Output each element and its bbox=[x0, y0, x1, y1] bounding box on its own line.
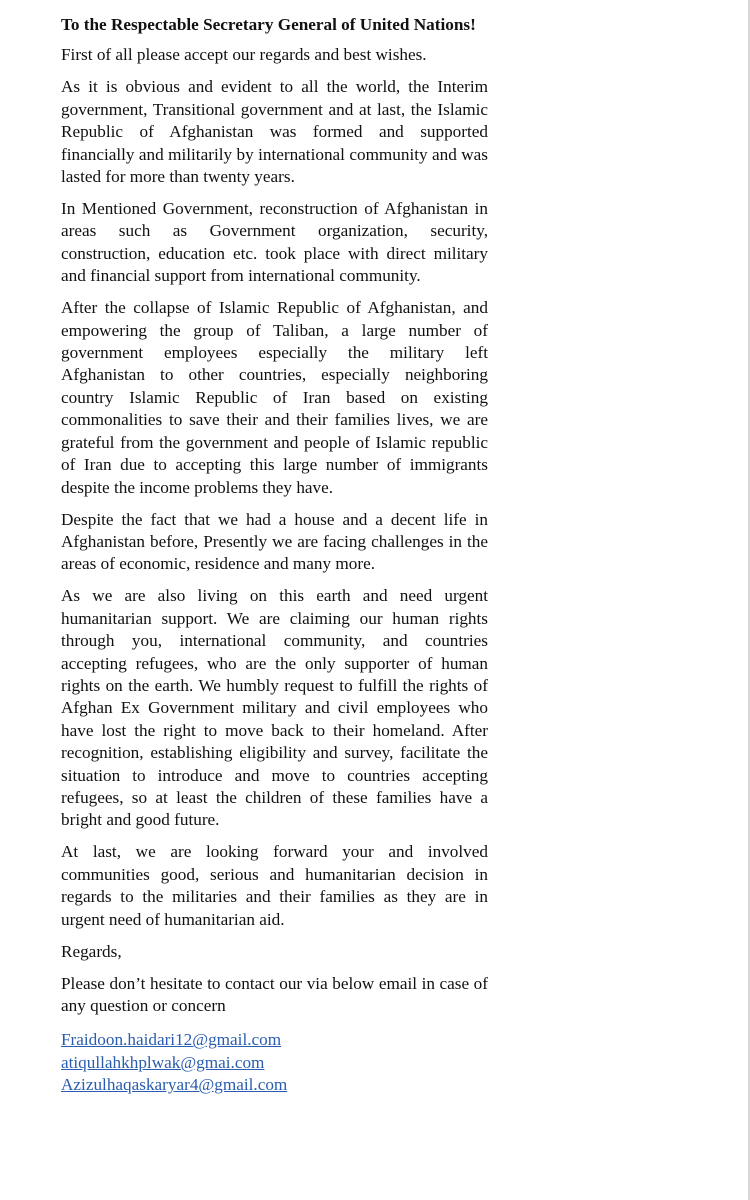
letter-salutation-title: To the Respectable Secretary General of United Nations! bbox=[61, 15, 476, 34]
paragraph-collapse: After the collapse of Islamic Republic of Afghanistan, and empowering the group of Taliban, a large number of government employees especially the military left Afghanistan to other countries, especially neighboring country Islamic Republic of Iran based on existing commonalities to save their and their families lives, we are grateful from the government and people of Islamic republic of Iran due to accepting this large number of immigrants despite the income problems they have. bbox=[61, 298, 488, 497]
paragraph-challenges: Despite the fact that we had a house and a decent life in Afghanistan before, Presently we are facing challenges in the areas of economic, residence and many more. bbox=[61, 509, 488, 574]
email-link-fraidoon[interactable]: Fraidoon.haidari12@gmail.com bbox=[61, 1030, 282, 1050]
paragraph-greeting: First of all please accept our regards and best wishes. bbox=[61, 45, 427, 65]
paragraph-background: As it is obvious and evident to all the world, the Interim government, Transitional government and at last, the Islamic Republic of Afghanistan was formed and supported financially and militarily by international community and was lasted for more than twenty years. bbox=[61, 77, 488, 187]
email-link-atiqullah[interactable]: atiqullahkhplwak@gmai.com bbox=[61, 1052, 265, 1072]
letter-body bbox=[61, 14, 488, 1097]
paragraph-regards: Regards, bbox=[61, 941, 122, 961]
paragraph-request: As we are also living on this earth and need urgent humanitarian support. We are claiming our human rights through you, international community, and countries accepting refugees, who are the only supporter of human rights on the earth. We humbly request to fulfill the rights of Afghan Ex Government military and civil employees who have lost the right to move back to their homeland. After recognition, establishing eligibility and survey, facilitate the situation to introduce and move to countries accepting refugees, so at least the children of these families have a bright and good future. bbox=[61, 586, 488, 830]
paragraph-reconstruction: In Mentioned Government, reconstruction of Afghanistan in areas such as Government organization, security, construction, education etc. took place with direct military and financial support from international community. bbox=[61, 199, 488, 286]
paragraph-contact: Please don’t hesitate to contact our via below email in case of any question or concern bbox=[61, 973, 488, 1015]
paragraph-closing: At last, we are looking forward your and involved communities good, serious and humanitarian decision in regards to the militaries and their families as they are in urgent need of humanitarian aid. bbox=[61, 842, 488, 929]
email-list bbox=[61, 1029, 488, 1096]
email-link-azizulhaq[interactable]: Azizulhaqaskaryar4@gmail.com bbox=[61, 1075, 288, 1095]
